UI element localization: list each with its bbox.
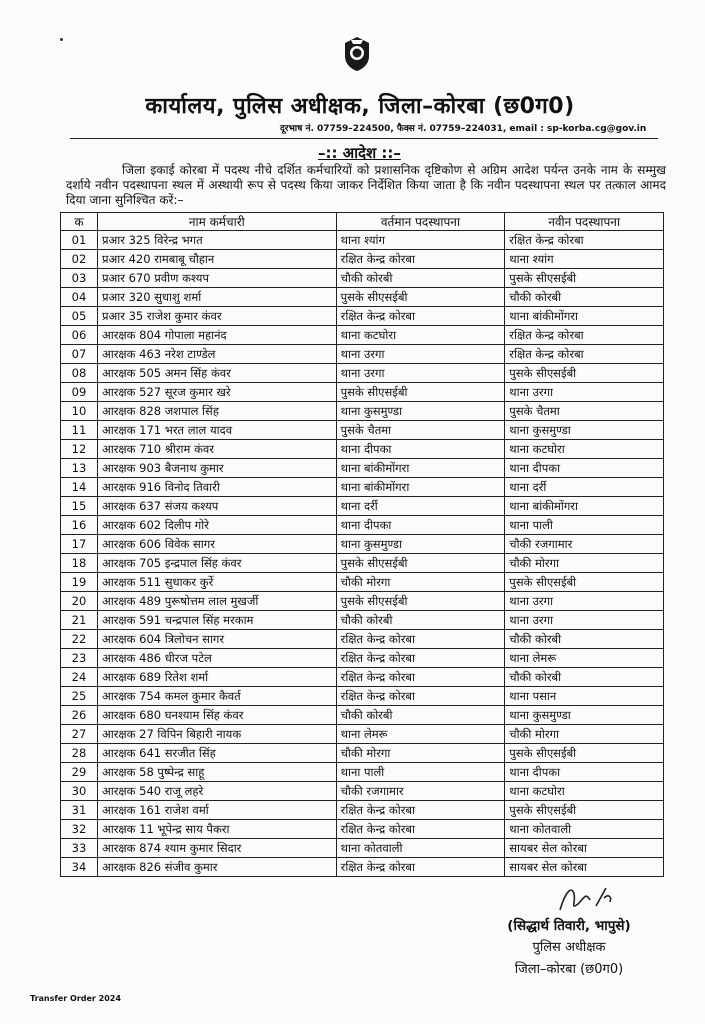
new-posting-cell: थाना उरगा [505,383,664,402]
column-header-new-posting: नवीन पदस्थापना [505,213,664,231]
current-posting-cell: थाना दीपका [336,516,505,535]
current-posting-cell: चौकी कोरबी [336,611,505,630]
transfer-table [60,212,664,877]
new-posting-cell: पुसके सीएसईबी [505,364,664,383]
current-posting-cell: थाना उरगा [336,364,505,383]
current-posting-cell: रक्षित केन्द्र कोरबा [336,820,505,839]
serial-cell: 23 [61,649,98,668]
current-posting-cell: चौकी मोरगा [336,744,505,763]
serial-cell: 31 [61,801,98,820]
table-row [61,421,664,440]
serial-cell: 10 [61,402,98,421]
current-posting-cell: थाना दर्री [336,497,505,516]
current-posting-cell: पुसके सीएसईबी [336,592,505,611]
employee-name-cell: आरक्षक 874 श्याम कुमार सिदार [97,839,336,858]
serial-cell: 12 [61,440,98,459]
current-posting-cell: थाना कोतवाली [336,839,505,858]
employee-name-cell: आरक्षक 27 विपिन बिहारी नायक [97,725,336,744]
current-posting-cell: थाना कुसमुण्डा [336,535,505,554]
employee-name-cell: आरक्षक 171 भरत लाल यादव [97,421,336,440]
office-title: कार्यालय, पुलिस अधीक्षक, जिला–कोरबा (छ0ग0) [145,94,575,119]
employee-name-cell: आरक्षक 606 विवेक सागर [97,535,336,554]
serial-cell: 06 [61,326,98,345]
new-posting-cell: चौकी कोरबी [505,630,664,649]
table-row [61,535,664,554]
new-posting-cell: चौकी मोरगा [505,554,664,573]
scan-speck [60,38,63,41]
employee-name-cell: आरक्षक 463 नरेश टाण्डेल [97,345,336,364]
current-posting-cell: रक्षित केन्द्र कोरबा [336,649,505,668]
employee-name-cell: आरक्षक 804 गोपाला महानंद [97,326,336,345]
table-row [61,440,664,459]
table-row [61,269,664,288]
current-posting-cell: थाना लेमरू [336,725,505,744]
column-header-serial: क [61,213,98,231]
current-posting-cell: थाना कुसमुण्डा [336,402,505,421]
new-posting-cell: सायबर सेल कोरबा [505,839,664,858]
table-row [61,497,664,516]
table-row [61,592,664,611]
police-emblem-icon [342,36,372,72]
current-posting-cell: पुसके चैतमा [336,421,505,440]
new-posting-cell: रक्षित केन्द्र कोरबा [505,231,664,250]
contact-line: दूरभाष नं. 07759–224500, फैक्स नं. 07759–224031, email : sp-korba.cg@gov.in [280,124,647,134]
serial-cell: 01 [61,231,98,250]
table-row [61,402,664,421]
table-row [61,744,664,763]
serial-cell: 11 [61,421,98,440]
new-posting-cell: पुसके सीएसईबी [505,269,664,288]
table-row [61,782,664,801]
current-posting-cell: रक्षित केन्द्र कोरबा [336,687,505,706]
new-posting-cell: चौकी कोरबी [505,288,664,307]
serial-cell: 28 [61,744,98,763]
serial-cell: 32 [61,820,98,839]
employee-name-cell: आरक्षक 754 कमल कुमार कैवर्त [97,687,336,706]
handwritten-signature [556,880,616,920]
new-posting-cell: थाना उरगा [505,611,664,630]
new-posting-cell: पुसके सीएसईबी [505,573,664,592]
table-row [61,687,664,706]
current-posting-cell: चौकी मोरगा [336,573,505,592]
employee-name-cell: आरक्षक 511 सुधाकर कुर्रे [97,573,336,592]
serial-cell: 27 [61,725,98,744]
employee-name-cell: आरक्षक 591 चन्द्रपाल सिंह मरकाम [97,611,336,630]
serial-cell: 05 [61,307,98,326]
table-row [61,573,664,592]
table-row [61,820,664,839]
current-posting-cell: रक्षित केन्द्र कोरबा [336,668,505,687]
column-header-current-posting: वर्तमान पदस्थापना [336,213,505,231]
intro-paragraph: जिला इकाई कोरबा में पदस्थ नीचे दर्शित कर्मचारियों को प्रशासनिक दृष्टिकोण से अग्रिम आदेश पर्यन्त उनके नाम के सम्मुख दर्शाये नवीन पदस्थापना स्थल में अस्थायी रूप से पदस्थ किया जाकर निर्देशित किया जाता है कि नवीन पदस्थापना स्थल पर तत्काल आमद दिया जाना सुनिश्चित करें:– [66,163,666,207]
employee-name-cell: आरक्षक 689 रितेश शर्मा [97,668,336,687]
table-row [61,611,664,630]
new-posting-cell: थाना दर्री [505,478,664,497]
employee-name-cell: प्रआर 325 विरेन्द्र भगत [97,231,336,250]
serial-cell: 30 [61,782,98,801]
employee-name-cell: आरक्षक 486 धीरज पटेल [97,649,336,668]
employee-name-cell: प्रआर 35 राजेश कुमार कंवर [97,307,336,326]
table-row [61,326,664,345]
new-posting-cell: सायबर सेल कोरबा [505,858,664,877]
employee-name-cell: आरक्षक 602 दिलीप गोरे [97,516,336,535]
serial-cell: 34 [61,858,98,877]
table-row [61,801,664,820]
table-row [61,307,664,326]
table-row [61,250,664,269]
table-row [61,364,664,383]
current-posting-cell: पुसके सीएसईबी [336,554,505,573]
current-posting-cell: रक्षित केन्द्र कोरबा [336,250,505,269]
header-divider [70,138,658,139]
serial-cell: 33 [61,839,98,858]
officer-designation: पुलिस अधीक्षक [532,940,606,955]
new-posting-cell: थाना लेमरू [505,649,664,668]
table-row [61,516,664,535]
new-posting-cell: थाना उरगा [505,592,664,611]
current-posting-cell: पुसके सीएसईबी [336,288,505,307]
column-header-name: नाम कर्मचारी [97,213,336,231]
current-posting-cell: चौकी रजगामार [336,782,505,801]
current-posting-cell: थाना बांकीमोंगरा [336,478,505,497]
employee-name-cell: आरक्षक 710 श्रीराम कंवर [97,440,336,459]
table-row [61,630,664,649]
new-posting-cell: थाना कुसमुण्डा [505,421,664,440]
serial-cell: 08 [61,364,98,383]
current-posting-cell: थाना श्यांग [336,231,505,250]
new-posting-cell: रक्षित केन्द्र कोरबा [505,345,664,364]
current-posting-cell: थाना उरगा [336,345,505,364]
current-posting-cell: रक्षित केन्द्र कोरबा [336,801,505,820]
current-posting-cell: रक्षित केन्द्र कोरबा [336,630,505,649]
serial-cell: 14 [61,478,98,497]
new-posting-cell: थाना श्यांग [505,250,664,269]
serial-cell: 26 [61,706,98,725]
employee-name-cell: आरक्षक 527 सूरज कुमार खरे [97,383,336,402]
employee-name-cell: प्रआर 420 रामबाबू चौहान [97,250,336,269]
officer-name: (सिद्धार्थ तिवारी, भापुसे) [507,918,631,934]
table-row [61,554,664,573]
new-posting-cell: थाना कटघोरा [505,782,664,801]
serial-cell: 13 [61,459,98,478]
serial-cell: 24 [61,668,98,687]
new-posting-cell: चौकी कोरबी [505,668,664,687]
employee-name-cell: आरक्षक 540 राजू लहरे [97,782,336,801]
employee-name-cell: आरक्षक 637 संजय कश्यप [97,497,336,516]
table-row [61,839,664,858]
employee-name-cell: आरक्षक 826 संजीव कुमार [97,858,336,877]
employee-name-cell: आरक्षक 641 सरजीत सिंह [97,744,336,763]
table-row [61,459,664,478]
new-posting-cell: थाना बांकीमोंगरा [505,497,664,516]
employee-name-cell: आरक्षक 680 घनश्याम सिंह कंवर [97,706,336,725]
employee-name-cell: प्रआर 320 सुधाशु शर्मा [97,288,336,307]
current-posting-cell: चौकी कोरबी [336,269,505,288]
serial-cell: 15 [61,497,98,516]
serial-cell: 25 [61,687,98,706]
new-posting-cell: थाना बांकीमोंगरा [505,307,664,326]
employee-name-cell: आरक्षक 705 इन्द्रपाल सिंह कंवर [97,554,336,573]
new-posting-cell: थाना दीपका [505,763,664,782]
serial-cell: 22 [61,630,98,649]
current-posting-cell: चौकी कोरबी [336,706,505,725]
employee-name-cell: प्रआर 670 प्रवीण कश्यप [97,269,336,288]
current-posting-cell: रक्षित केन्द्र कोरबा [336,307,505,326]
table-row [61,706,664,725]
table-row [61,649,664,668]
new-posting-cell: चौकी रजगामार [505,535,664,554]
table-row [61,478,664,497]
new-posting-cell: रक्षित केन्द्र कोरबा [505,326,664,345]
serial-cell: 18 [61,554,98,573]
current-posting-cell: पुसके सीएसईबी [336,383,505,402]
serial-cell: 17 [61,535,98,554]
new-posting-cell: थाना कटघोरा [505,440,664,459]
table-row [61,725,664,744]
employee-name-cell: आरक्षक 604 त्रिलोचन सागर [97,630,336,649]
serial-cell: 04 [61,288,98,307]
serial-cell: 29 [61,763,98,782]
table-row [61,345,664,364]
serial-cell: 03 [61,269,98,288]
order-heading: –:: आदेश ::– [318,144,401,162]
serial-cell: 09 [61,383,98,402]
serial-cell: 07 [61,345,98,364]
table-row [61,383,664,402]
new-posting-cell: थाना पसान [505,687,664,706]
current-posting-cell: रक्षित केन्द्र कोरबा [336,858,505,877]
serial-cell: 19 [61,573,98,592]
current-posting-cell: थाना कटघोरा [336,326,505,345]
employee-name-cell: आरक्षक 58 पुष्पेन्द्र साहू [97,763,336,782]
signature-block [474,915,664,981]
table-row [61,231,664,250]
serial-cell: 02 [61,250,98,269]
new-posting-cell: पुसके चैतमा [505,402,664,421]
employee-name-cell: आरक्षक 828 जशपाल सिंह [97,402,336,421]
employee-name-cell: आरक्षक 505 अमन सिंह कंवर [97,364,336,383]
employee-name-cell: आरक्षक 916 विनोद तिवारी [97,478,336,497]
footer-note: Transfer Order 2024 [30,994,121,1003]
table-row [61,288,664,307]
employee-name-cell: आरक्षक 903 बैजनाथ कुमार [97,459,336,478]
table-row [61,668,664,687]
new-posting-cell: थाना दीपका [505,459,664,478]
table-body [61,231,664,877]
new-posting-cell: थाना पाली [505,516,664,535]
serial-cell: 20 [61,592,98,611]
table-row [61,763,664,782]
employee-name-cell: आरक्षक 489 पुरूषोत्तम लाल मुखर्जी [97,592,336,611]
officer-district: जिला–कोरबा (छ0ग0) [514,962,624,977]
new-posting-cell: थाना कुसमुण्डा [505,706,664,725]
table-row [61,858,664,877]
serial-cell: 16 [61,516,98,535]
serial-cell: 21 [61,611,98,630]
new-posting-cell: चौकी मोरगा [505,725,664,744]
new-posting-cell: थाना कोतवाली [505,820,664,839]
new-posting-cell: पुसके सीएसईबी [505,801,664,820]
new-posting-cell: पुसके सीएसईबी [505,744,664,763]
current-posting-cell: थाना बांकीमोंगरा [336,459,505,478]
employee-name-cell: आरक्षक 11 भूपेन्द्र साय पैकरा [97,820,336,839]
current-posting-cell: थाना पाली [336,763,505,782]
table-header-row [61,213,664,231]
current-posting-cell: थाना दीपका [336,440,505,459]
employee-name-cell: आरक्षक 161 राजेश वर्मा [97,801,336,820]
